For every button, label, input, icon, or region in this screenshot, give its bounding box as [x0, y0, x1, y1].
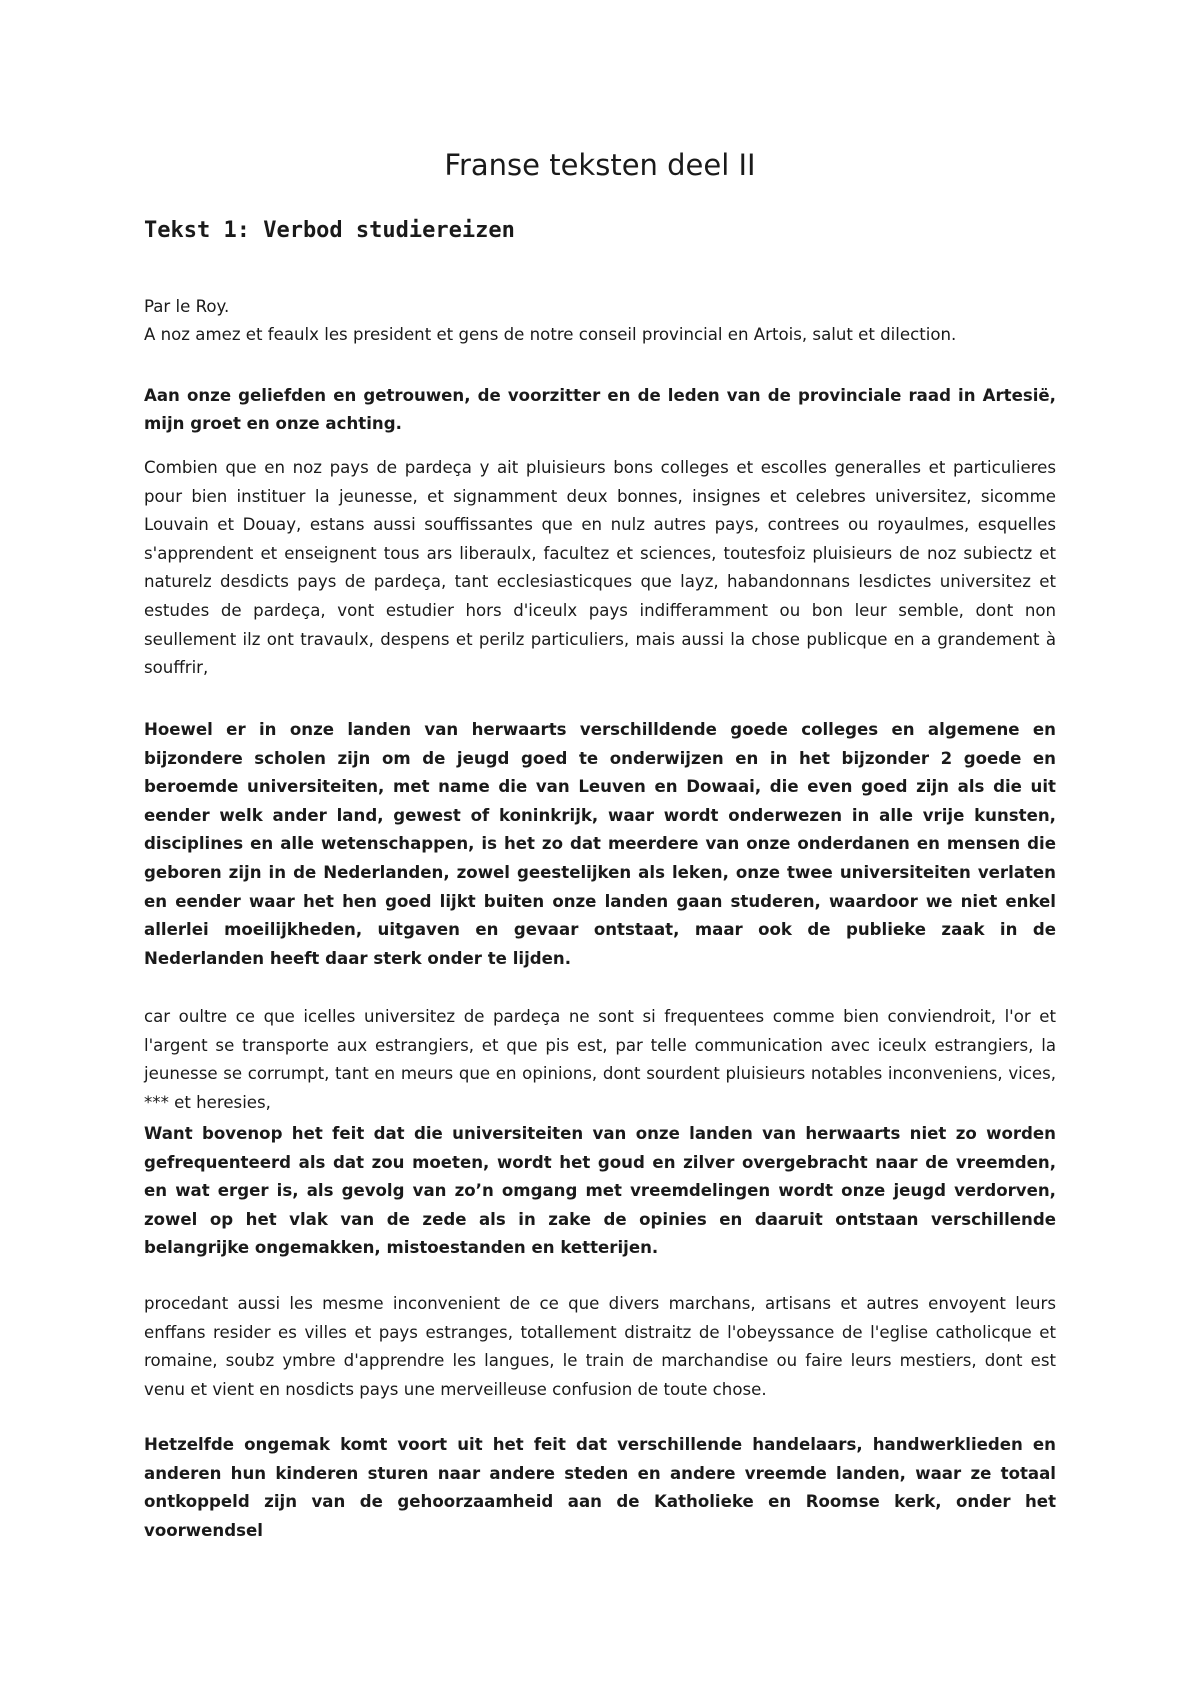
french-paragraph-3: procedant aussi les mesme inconvenient de ce que divers marchans, artisans et autres envoyent leurs enffans resider es villes et pays estranges, totallement distraitz de l'obeyssance de l'eglise catholicque et romaine, soubz ymbre d'apprendre les langues, le train de marchandise ou faire leurs mestiers, dont est venu et vient en nosdicts pays une merveilleuse confusion de toute chose.: [144, 1294, 1056, 1399]
dutch-paragraph-2: Want bovenop het feit dat die universiteiten van onze landen van herwaarts niet zo worden gefrequenteerd als dat zou moeten, wordt het goud en zilver overgebracht naar de vreemden, en wat erger is, als gevolg van zo’n omgang met vreemdelingen wordt onze jeugd verdorven, zowel op het vlak van de zede als in zake de opinies en daaruit ontstaan verschillende belangrijke ongemakken, mistoestanden en ketterijen.: [144, 1124, 1056, 1258]
document-title: Franse teksten deel II: [444, 148, 756, 182]
opening-line-1: Par le Roy.: [144, 297, 230, 316]
french-paragraph-2: car oultre ce que icelles universitez de pardeça ne sont si frequentees comme bien conviendroit, l'or et l'argent se transporte aux estrangiers, et que pis est, par telle communication avec iceulx estrangiers, la jeunesse se corrumpt, tant en meurs que en opinions, dont sourdent pluisieurs notables inconveniens, vices, *** et heresies,: [144, 1007, 1056, 1112]
french-paragraph-1: Combien que en noz pays de pardeça y ait pluisieurs bons colleges et escolles generalles et particulieres pour bien instituer la jeunesse, et signamment deux bonnes, insignes et celebres universitez, sicomme Louvain et Douay, estans aussi souffissantes que en nulz autres pays, contrees ou royaulmes, esquelles s'apprendent et enseignent tous ars liberaulx, facultez et sciences, toutesfoiz pluisieurs de noz subiectz et naturelz desdicts pays de pardeça, tant ecclesiasticques que layz, habandonnans lesdictes universitez et estudes de pardeça, vont estudier hors d'iceulx pays indifferamment ou bon leur semble, dont non seullement ilz ont travaulx, despens et perilz particuliers, mais aussi la chose publicque en a grandement à souffrir,: [144, 458, 1056, 678]
translation-opening: Aan onze geliefden en getrouwen, de voorzitter en de leden van de provinciale raad in Artesië, mijn groet en onze achting.: [144, 386, 1056, 433]
dutch-paragraph-3: Hetzelfde ongemak komt voort uit het feit dat verschillende handelaars, handwerklieden en anderen hun kinderen sturen naar andere steden en andere vreemde landen, waar ze totaal ontkoppeld zijn van de gehoorzaamheid aan de Katholieke en Roomse kerk, onder het voorwendsel: [144, 1435, 1056, 1540]
section-heading: Tekst 1: Verbod studiereizen: [144, 218, 515, 243]
dutch-paragraph-1: Hoewel er in onze landen van herwaarts verschilldende goede colleges en algemene en bijzondere scholen zijn om de jeugd goed te onderwijzen en in het bijzonder 2 goede en beroemde universiteiten, met name die van Leuven en Dowaai, die even goed zijn als die uit eender welk ander land, gewest of koninkrijk, waar wordt onderwezen in alle vrije kunsten, disciplines en alle wetenschappen, is het zo dat meerdere van onze onderdanen en mensen die geboren zijn in de Nederlanden, zowel geestelijken als leken, onze twee universiteiten verlaten en eender waar het hen goed lijkt buiten onze landen gaan studeren, waardoor we niet enkel allerlei moeilijkheden, uitgaven en gevaar ontstaat, maar ook de publieke zaak in de Nederlanden heeft daar sterk onder te lijden.: [144, 720, 1056, 968]
opening-line-2: A noz amez et feaulx les president et gens de notre conseil provincial en Artois, salut et dilection.: [144, 325, 957, 344]
